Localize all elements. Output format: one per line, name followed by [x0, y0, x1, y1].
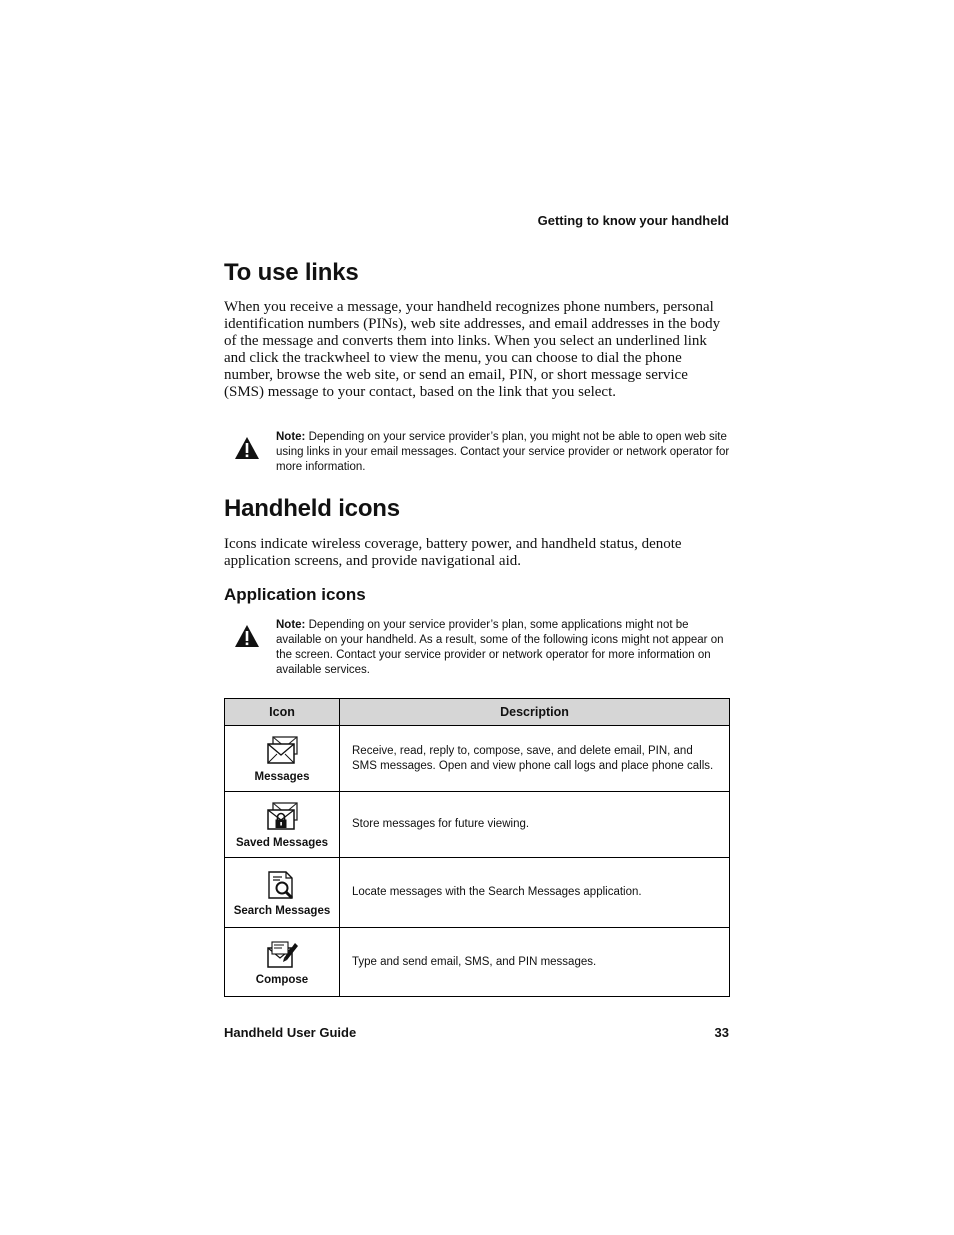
- icon-cell: [225, 726, 340, 792]
- messages-icon: [265, 735, 299, 767]
- warning-icon: [234, 436, 260, 465]
- description-cell: Locate messages with the Search Messages application.: [340, 858, 730, 928]
- section-title-use-links: To use links: [224, 259, 359, 286]
- note-text: Depending on your service provider’s plan, some applications might not be available on your handheld. As a result, some of the following icons might not appear on the screen. Contact your service provider or network operator for more information on available services.: [276, 619, 724, 676]
- description-cell: Type and send email, SMS, and PIN messages.: [340, 928, 730, 997]
- icon-label: Messages: [254, 770, 310, 783]
- icon-cell: [225, 792, 340, 858]
- handheld-icons-paragraph: Icons indicate wireless coverage, battery power, and handheld status, denote application screens, and provide navigational aid.: [224, 536, 682, 569]
- description-cell: Store messages for future viewing.: [340, 792, 730, 858]
- description-cell: Receive, read, reply to, compose, save, and delete email, PIN, and SMS messages. Open and view phone call logs and place phone calls.: [340, 726, 730, 792]
- column-header-description: Description: [340, 699, 730, 726]
- note-label: Note:: [276, 619, 306, 631]
- icon-cell: [225, 858, 340, 928]
- subsection-title-application-icons: Application icons: [224, 585, 366, 604]
- table-header-row: [225, 699, 730, 726]
- table-row: [225, 928, 730, 997]
- use-links-paragraph: When you receive a message, your handheld recognizes phone numbers, personal identification numbers (PINs), web site addresses, and email addresses in the body of the message and converts them into links. When you select an underlined link and click the trackwheel to view the menu, you can choose to dial the phone number, browse the web site, or send an email, PIN, or short message service (SMS) message to your contact, based on the link that you select.: [224, 299, 721, 400]
- table-row: [225, 792, 730, 858]
- warning-icon: [234, 624, 260, 653]
- compose-icon: [265, 938, 299, 970]
- page-number: 33: [714, 1025, 729, 1040]
- search-messages-icon: [265, 869, 299, 901]
- table-row: [225, 858, 730, 928]
- table-row: [225, 726, 730, 792]
- note-application-icons: [276, 618, 731, 678]
- icon-label: Compose: [255, 974, 309, 986]
- icon-label: Search Messages: [233, 904, 331, 917]
- icon-label: Saved Messages: [235, 836, 329, 849]
- note-use-links: [276, 430, 731, 475]
- note-label: Note:: [276, 431, 306, 443]
- column-header-icon: Icon: [225, 699, 340, 726]
- footer-guide-title: Handheld User Guide: [224, 1025, 357, 1040]
- icon-cell: [225, 928, 340, 997]
- saved-messages-icon: [265, 801, 299, 833]
- note-text: Depending on your service provider’s plan, you might not be able to open web site using links in your email messages. Contact your service provider or network operator for more information.: [276, 431, 730, 473]
- section-title-handheld-icons: Handheld icons: [224, 495, 400, 522]
- running-header: Getting to know your handheld: [537, 213, 729, 228]
- application-icons-table: [224, 698, 730, 997]
